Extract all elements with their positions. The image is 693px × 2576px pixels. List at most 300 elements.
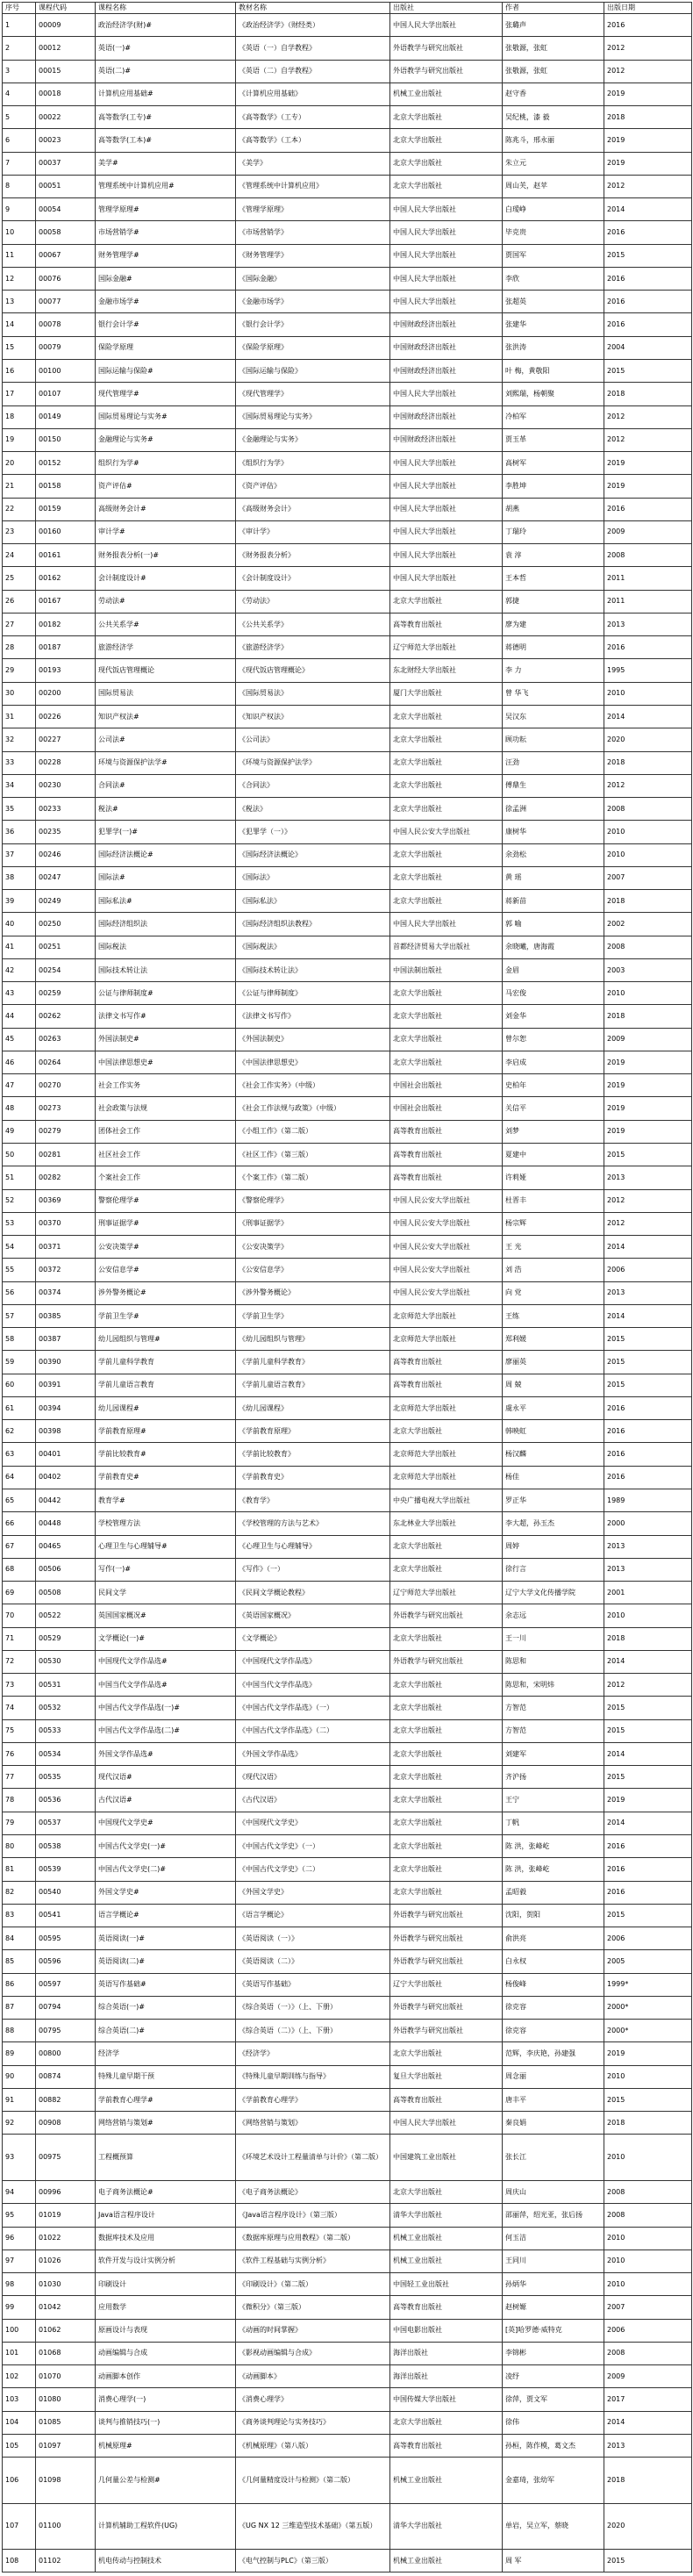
- cell-textbook-name: 《环境艺术设计工程量清单与计价》（第二版）: [236, 2135, 390, 2181]
- cell-publisher: 北京大学出版社: [390, 2411, 503, 2434]
- cell-publish-date: 2019: [604, 83, 692, 105]
- cell-textbook-name: 《个案工作》（第二版）: [236, 1166, 390, 1189]
- cell-publish-date: 2009: [604, 1028, 692, 1051]
- cell-publisher: 复旦大学出版社: [390, 2065, 503, 2088]
- cell-course-name: 学前儿童语言教育: [96, 1374, 236, 1396]
- cell-course-code: 00161: [36, 544, 96, 567]
- cell-publish-date: 2018: [604, 890, 692, 913]
- cell-course-name: 国际税法: [96, 936, 236, 958]
- cell-course-name: 软件开发与设计实例分析: [96, 2250, 236, 2272]
- cell-index: 103: [3, 2388, 36, 2411]
- cell-author: 罗正华: [503, 1489, 604, 1512]
- header-index: 序号: [3, 3, 36, 14]
- cell-publisher: 东北林业大学出版社: [390, 1512, 503, 1535]
- cell-index: 52: [3, 1189, 36, 1212]
- cell-textbook-name: 《中国古代文学史》（一）: [236, 1834, 390, 1857]
- cell-textbook-name: 《教育学》: [236, 1489, 390, 1512]
- cell-publish-date: 2019: [604, 152, 692, 175]
- cell-publisher: 北京大学出版社: [390, 1789, 503, 1812]
- cell-textbook-name: 《学前儿童语言教育》: [236, 1374, 390, 1396]
- cell-publish-date: 2008: [604, 2204, 692, 2227]
- cell-publisher: 北京大学出版社: [390, 843, 503, 866]
- cell-author: 秦良娟: [503, 2112, 604, 2135]
- cell-index: 48: [3, 1097, 36, 1120]
- cell-textbook-name: 《学前卫生学》: [236, 1304, 390, 1327]
- cell-author: 康树华: [503, 821, 604, 843]
- cell-publish-date: 2014: [604, 198, 692, 221]
- cell-publisher: 外语教学与研究出版社: [390, 2020, 503, 2042]
- cell-author: 徐伟: [503, 2411, 604, 2434]
- cell-course-code: 00442: [36, 1489, 96, 1512]
- table-row: [3, 544, 692, 567]
- cell-course-code: 00508: [36, 1582, 96, 1604]
- table-row: [3, 1374, 692, 1396]
- cell-textbook-name: 《国际贸易理论与实务》: [236, 405, 390, 428]
- cell-publisher: 中国人民大学出版社: [390, 383, 503, 405]
- cell-index: 29: [3, 659, 36, 682]
- cell-course-name: 动画编辑与合成: [96, 2342, 236, 2364]
- cell-publisher: 中国人民公安大学出版社: [390, 1259, 503, 1281]
- cell-course-code: 00159: [36, 498, 96, 520]
- table-row: [3, 821, 692, 843]
- cell-textbook-name: 《劳动法》: [236, 590, 390, 613]
- cell-course-name: 公安决策学#: [96, 1236, 236, 1259]
- cell-index: 57: [3, 1304, 36, 1327]
- table-body: [3, 14, 692, 2572]
- cell-publisher: 北京师范大学出版社: [390, 1304, 503, 1327]
- cell-index: 34: [3, 774, 36, 797]
- cell-course-name: 谈判与推销技巧(一): [96, 2411, 236, 2434]
- header-course-name: 课程名称: [96, 3, 236, 14]
- cell-textbook-name: 《计算机应用基础》: [236, 83, 390, 105]
- cell-publish-date: 2010: [604, 2227, 692, 2250]
- cell-publish-date: 2000*: [604, 1996, 692, 2019]
- cell-index: 77: [3, 1766, 36, 1789]
- cell-index: 50: [3, 1144, 36, 1166]
- table-row: [3, 1097, 692, 1120]
- cell-course-code: 00279: [36, 1120, 96, 1143]
- cell-publisher: 北京师范大学出版社: [390, 1466, 503, 1489]
- cell-publisher: 中国人民大学出版社: [390, 244, 503, 267]
- cell-index: 9: [3, 198, 36, 221]
- cell-publisher: 中国财政经济出版社: [390, 313, 503, 336]
- cell-course-code: 00152: [36, 452, 96, 475]
- cell-author: 余志远: [503, 1604, 604, 1627]
- cell-publish-date: 2016: [604, 636, 692, 659]
- cell-course-code: 00374: [36, 1281, 96, 1304]
- table-row: [3, 1812, 692, 1834]
- cell-author: 毕克贵: [503, 221, 604, 244]
- cell-publish-date: 2012: [604, 405, 692, 428]
- table-row: [3, 1996, 692, 2019]
- cell-publish-date: 2012: [604, 1189, 692, 1212]
- cell-publisher: 北京大学出版社: [390, 1719, 503, 1742]
- cell-author: 陈思和: [503, 1650, 604, 1673]
- cell-publish-date: 2011: [604, 567, 692, 590]
- cell-publish-date: 2014: [604, 1650, 692, 1673]
- cell-textbook-name: 《管理系统中计算机应用》: [236, 175, 390, 197]
- cell-textbook-name: 《资产评估》: [236, 475, 390, 498]
- cell-index: 40: [3, 913, 36, 936]
- table-row: [3, 913, 692, 936]
- cell-publisher: 北京大学出版社: [390, 1742, 503, 1765]
- cell-course-name: 金融市场学#: [96, 291, 236, 313]
- cell-course-name: 学前教育原理#: [96, 1420, 236, 1443]
- cell-author: 张超英: [503, 291, 604, 313]
- cell-index: 88: [3, 2020, 36, 2042]
- cell-author: 徐克容: [503, 2020, 604, 2042]
- cell-course-code: 00282: [36, 1166, 96, 1189]
- cell-course-name: 中国古代文学作品选(二)#: [96, 1719, 236, 1742]
- cell-author: 金眉: [503, 958, 604, 981]
- cell-textbook-name: 《综合英语（一）》（上、下册）: [236, 1996, 390, 2019]
- cell-publish-date: 2004: [604, 336, 692, 359]
- cell-publisher: 北京师范大学出版社: [390, 1443, 503, 1466]
- cell-course-code: 01026: [36, 2250, 96, 2272]
- cell-publisher: 北京大学出版社: [390, 1674, 503, 1697]
- cell-author: 余晓曦，唐海霞: [503, 936, 604, 958]
- cell-index: 18: [3, 405, 36, 428]
- cell-publish-date: 2012: [604, 175, 692, 197]
- cell-textbook-name: 《财务管理学》: [236, 244, 390, 267]
- cell-publisher: 北京大学出版社: [390, 866, 503, 889]
- cell-publisher: 高等教育出版社: [390, 1144, 503, 1166]
- table-row: [3, 175, 692, 197]
- cell-author: 郑利媛: [503, 1328, 604, 1351]
- cell-publish-date: 1999*: [604, 1973, 692, 1996]
- cell-textbook-name: 《综合英语（二）》（上、下册）: [236, 2020, 390, 2042]
- cell-course-code: 00540: [36, 1881, 96, 1904]
- table-row: [3, 2550, 692, 2572]
- cell-publisher: 高等教育出版社: [390, 1120, 503, 1143]
- cell-index: 72: [3, 1650, 36, 1673]
- cell-publish-date: 2016: [604, 1443, 692, 1466]
- table-row: [3, 1489, 692, 1512]
- cell-publisher: 北京大学出版社: [390, 1005, 503, 1028]
- cell-publish-date: 2018: [604, 1627, 692, 1650]
- cell-course-code: 00538: [36, 1834, 96, 1857]
- cell-course-code: 00874: [36, 2065, 96, 2088]
- cell-course-code: 00522: [36, 1604, 96, 1627]
- cell-course-code: 00398: [36, 1420, 96, 1443]
- cell-index: 94: [3, 2180, 36, 2203]
- cell-index: 70: [3, 1604, 36, 1627]
- cell-index: 26: [3, 590, 36, 613]
- cell-textbook-name: 《国际技术转让法》: [236, 958, 390, 981]
- cell-course-code: 00596: [36, 1950, 96, 1973]
- cell-author: 朱立元: [503, 152, 604, 175]
- cell-publisher: 北京大学出版社: [390, 1627, 503, 1650]
- cell-publish-date: 2019: [604, 1789, 692, 1812]
- cell-course-name: 社会政策与法规: [96, 1097, 236, 1120]
- cell-author: 高树军: [503, 452, 604, 475]
- cell-course-name: 古代汉语#: [96, 1789, 236, 1812]
- cell-course-name: 个案社会工作: [96, 1166, 236, 1189]
- cell-publisher: 中国人民大学出版社: [390, 544, 503, 567]
- cell-course-code: 00187: [36, 636, 96, 659]
- cell-publish-date: 2016: [604, 267, 692, 290]
- cell-publisher: 清华大学出版社: [390, 2503, 503, 2550]
- cell-publish-date: 2016: [604, 498, 692, 520]
- cell-publish-date: 2015: [604, 244, 692, 267]
- cell-course-code: 00465: [36, 1535, 96, 1558]
- cell-textbook-name: 《公司法》: [236, 728, 390, 751]
- cell-textbook-name: 《英语（二）自学教程》: [236, 60, 390, 83]
- cell-textbook-name: 《组织行为学》: [236, 452, 390, 475]
- cell-author: 杨宗辉: [503, 1212, 604, 1235]
- cell-textbook-name: 《中国现代文学史》: [236, 1812, 390, 1834]
- cell-publish-date: 2015: [604, 1328, 692, 1351]
- cell-index: 39: [3, 890, 36, 913]
- cell-course-code: 00996: [36, 2180, 96, 2203]
- cell-course-code: 00078: [36, 313, 96, 336]
- cell-course-name: 环境与资源保护法学#: [96, 751, 236, 774]
- cell-publish-date: 2012: [604, 60, 692, 83]
- cell-course-name: 国际金融#: [96, 267, 236, 290]
- cell-publish-date: 2010: [604, 2273, 692, 2296]
- cell-author: 杨佳: [503, 1466, 604, 1489]
- cell-index: 35: [3, 798, 36, 821]
- cell-course-name: 中国当代文学作品选#: [96, 1674, 236, 1697]
- cell-author: 刘金华: [503, 1005, 604, 1028]
- cell-author: 夏建中: [503, 1144, 604, 1166]
- table-row: [3, 2411, 692, 2434]
- cell-course-code: 00077: [36, 291, 96, 313]
- cell-index: 98: [3, 2273, 36, 2296]
- cell-textbook-name: 《涉外警务概论》: [236, 1281, 390, 1304]
- cell-publisher: 北京大学出版社: [390, 1812, 503, 1834]
- cell-course-code: 00107: [36, 383, 96, 405]
- header-textbook-name: 教材名称: [236, 3, 390, 14]
- cell-index: 11: [3, 244, 36, 267]
- cell-author: 周山芙，赵苹: [503, 175, 604, 197]
- table-row: [3, 383, 692, 405]
- table-row: [3, 2365, 692, 2388]
- cell-publish-date: 2009: [604, 2365, 692, 2388]
- cell-course-code: 00370: [36, 1212, 96, 1235]
- cell-textbook-name: 《消费心理学》: [236, 2388, 390, 2411]
- cell-publish-date: 2019: [604, 475, 692, 498]
- cell-publisher: 中国财政经济出版社: [390, 405, 503, 428]
- cell-publisher: 北京大学出版社: [390, 705, 503, 728]
- cell-publisher: 中国人民大学出版社: [390, 913, 503, 936]
- cell-publisher: 高等教育出版社: [390, 2088, 503, 2111]
- cell-publisher: 北京大学出版社: [390, 890, 503, 913]
- cell-course-name: 国际技术转让法: [96, 958, 236, 981]
- table-row: [3, 590, 692, 613]
- cell-textbook-name: 《学前比较教育》: [236, 1443, 390, 1466]
- cell-author: 周庆山: [503, 2180, 604, 2203]
- cell-publish-date: 2017: [604, 2388, 692, 2411]
- cell-publish-date: 2006: [604, 1927, 692, 1950]
- cell-course-code: 00533: [36, 1719, 96, 1742]
- cell-course-name: 写作(一)#: [96, 1558, 236, 1581]
- table-row: [3, 1512, 692, 1535]
- cell-publisher: 北京大学出版社: [390, 2042, 503, 2065]
- cell-course-code: 00536: [36, 1789, 96, 1812]
- table-row: [3, 2503, 692, 2550]
- cell-course-name: 特殊儿童早期干预: [96, 2065, 236, 2088]
- cell-index: 100: [3, 2319, 36, 2342]
- cell-textbook-name: 《民间文学概论教程》: [236, 1582, 390, 1604]
- cell-textbook-name: 《商务谈判理论与实务技巧》: [236, 2411, 390, 2434]
- cell-course-name: 社会工作实务: [96, 1074, 236, 1097]
- cell-course-code: 00541: [36, 1904, 96, 1927]
- cell-index: 89: [3, 2042, 36, 2065]
- cell-publisher: 中国人民大学出版社: [390, 2112, 503, 2135]
- cell-course-code: 00037: [36, 152, 96, 175]
- cell-author: 孟昭毅: [503, 1881, 604, 1904]
- cell-textbook-name: 《幼儿园组织与管理》: [236, 1328, 390, 1351]
- table-row: [3, 498, 692, 520]
- cell-publish-date: 2019: [604, 452, 692, 475]
- cell-course-code: 00597: [36, 1973, 96, 1996]
- cell-course-name: 原画设计与表现: [96, 2319, 236, 2342]
- cell-author: 马宏俊: [503, 982, 604, 1005]
- cell-publisher: 北京大学出版社: [390, 1858, 503, 1881]
- cell-index: 97: [3, 2250, 36, 2272]
- cell-author: 白永权: [503, 1950, 604, 1973]
- cell-index: 76: [3, 1742, 36, 1765]
- cell-index: 58: [3, 1328, 36, 1351]
- cell-publisher: 海洋出版社: [390, 2342, 503, 2364]
- cell-index: 28: [3, 636, 36, 659]
- table-row: [3, 1281, 692, 1304]
- cell-index: 13: [3, 291, 36, 313]
- cell-index: 81: [3, 1858, 36, 1881]
- table-row: [3, 221, 692, 244]
- cell-index: 46: [3, 1051, 36, 1073]
- cell-course-code: 00015: [36, 60, 96, 83]
- table-row: [3, 1005, 692, 1028]
- cell-author: 张敬源，张虹: [503, 60, 604, 83]
- cell-textbook-name: 《环境与资源保护法学》: [236, 751, 390, 774]
- cell-course-code: 00058: [36, 221, 96, 244]
- table-row: [3, 798, 692, 821]
- table-header-row: [3, 3, 692, 14]
- cell-publisher: 北京大学出版社: [390, 590, 503, 613]
- cell-index: 74: [3, 1697, 36, 1719]
- cell-publisher: 机械工业出版社: [390, 2458, 503, 2504]
- cell-textbook-name: 《国际金融》: [236, 267, 390, 290]
- cell-course-name: 涉外警务概论#: [96, 1281, 236, 1304]
- cell-author: 孙炳华: [503, 2273, 604, 2296]
- cell-textbook-name: 《学前教育心理学》: [236, 2088, 390, 2111]
- cell-textbook-name: 《微积分》（第三版）: [236, 2296, 390, 2319]
- cell-publish-date: 2018: [604, 751, 692, 774]
- cell-author: 蒋新苗: [503, 890, 604, 913]
- cell-course-code: 01100: [36, 2503, 96, 2550]
- cell-textbook-name: 《社会工作法规与政策》（中级）: [236, 1097, 390, 1120]
- cell-publisher: 中国人民大学出版社: [390, 14, 503, 37]
- cell-author: 王练: [503, 1304, 604, 1327]
- cell-publisher: 中国传媒大学出版社: [390, 2388, 503, 2411]
- cell-course-code: 00264: [36, 1051, 96, 1073]
- cell-index: 31: [3, 705, 36, 728]
- cell-index: 4: [3, 83, 36, 105]
- cell-course-code: 00022: [36, 106, 96, 129]
- cell-course-code: 00250: [36, 913, 96, 936]
- cell-publisher: 海洋出版社: [390, 2365, 503, 2388]
- cell-course-name: 社区社会工作: [96, 1144, 236, 1166]
- cell-textbook-name: 《英语阅读（二）》: [236, 1950, 390, 1973]
- cell-textbook-name: 《公安信息学》: [236, 1259, 390, 1281]
- cell-author: 徐行言: [503, 1558, 604, 1581]
- cell-textbook-name: 《学前儿童科学教育》: [236, 1351, 390, 1374]
- cell-author: 邵丽萍，绍光亚，张后扬: [503, 2204, 604, 2227]
- table-row: [3, 2227, 692, 2250]
- table-row: [3, 1535, 692, 1558]
- cell-author: 张建华: [503, 313, 604, 336]
- cell-author: 周念丽: [503, 2065, 604, 2088]
- cell-publish-date: 2012: [604, 1212, 692, 1235]
- cell-author: 贾玉革: [503, 428, 604, 451]
- cell-publish-date: 2006: [604, 2319, 692, 2342]
- cell-course-name: 国际贸易法: [96, 682, 236, 705]
- cell-publisher: 中国人民公安大学出版社: [390, 1189, 503, 1212]
- cell-publish-date: 2015: [604, 1374, 692, 1396]
- cell-course-code: 00023: [36, 129, 96, 152]
- cell-textbook-name: 《外国文学史》: [236, 1881, 390, 1904]
- table-row: [3, 428, 692, 451]
- cell-author: 李大超，孙玉杰: [503, 1512, 604, 1535]
- cell-course-code: 00259: [36, 982, 96, 1005]
- cell-publisher: 北京大学出版社: [390, 1051, 503, 1073]
- cell-author: 周婷: [503, 1535, 604, 1558]
- cell-textbook-name: 《国际经济法概论》: [236, 843, 390, 866]
- cell-index: 107: [3, 2503, 36, 2550]
- cell-publish-date: 2010: [604, 1604, 692, 1627]
- cell-index: 108: [3, 2550, 36, 2572]
- cell-author: 余劲松: [503, 843, 604, 866]
- table-row: [3, 1927, 692, 1950]
- cell-publisher: 中国人民公安大学出版社: [390, 1212, 503, 1235]
- cell-publisher: 高等教育出版社: [390, 1351, 503, 1374]
- cell-index: 33: [3, 751, 36, 774]
- cell-publisher: 北京师范大学出版社: [390, 1396, 503, 1419]
- table-row: [3, 405, 692, 428]
- cell-course-code: 00281: [36, 1144, 96, 1166]
- cell-course-code: 00149: [36, 405, 96, 428]
- table-row: [3, 1028, 692, 1051]
- cell-publisher: 中国人民大学出版社: [390, 221, 503, 244]
- cell-publisher: 外语教学与研究出版社: [390, 1950, 503, 1973]
- cell-publish-date: 2008: [604, 2180, 692, 2203]
- cell-course-code: 00531: [36, 1674, 96, 1697]
- cell-textbook-name: 《财务报表分析》: [236, 544, 390, 567]
- cell-publisher: 辽宁大学出版社: [390, 1973, 503, 1996]
- cell-publish-date: 2003: [604, 958, 692, 981]
- cell-course-code: 00371: [36, 1236, 96, 1259]
- cell-course-name: 机电传动与控制技术: [96, 2550, 236, 2572]
- table-row: [3, 2020, 692, 2042]
- cell-index: 80: [3, 1834, 36, 1857]
- cell-index: 101: [3, 2342, 36, 2364]
- table-row: [3, 291, 692, 313]
- cell-textbook-name: 《软件工程基础与实例分析》: [236, 2250, 390, 2272]
- table-row: [3, 244, 692, 267]
- header-publisher: 出版社: [390, 3, 503, 14]
- cell-course-name: 综合英语(一)#: [96, 1996, 236, 2019]
- cell-index: 59: [3, 1351, 36, 1374]
- cell-index: 21: [3, 475, 36, 498]
- cell-course-name: 管理系统中计算机应用#: [96, 175, 236, 197]
- cell-publish-date: 2012: [604, 428, 692, 451]
- table-row: [3, 982, 692, 1005]
- table-row: [3, 1950, 692, 1973]
- cell-index: 42: [3, 958, 36, 981]
- cell-textbook-name: 《市场营销学》: [236, 221, 390, 244]
